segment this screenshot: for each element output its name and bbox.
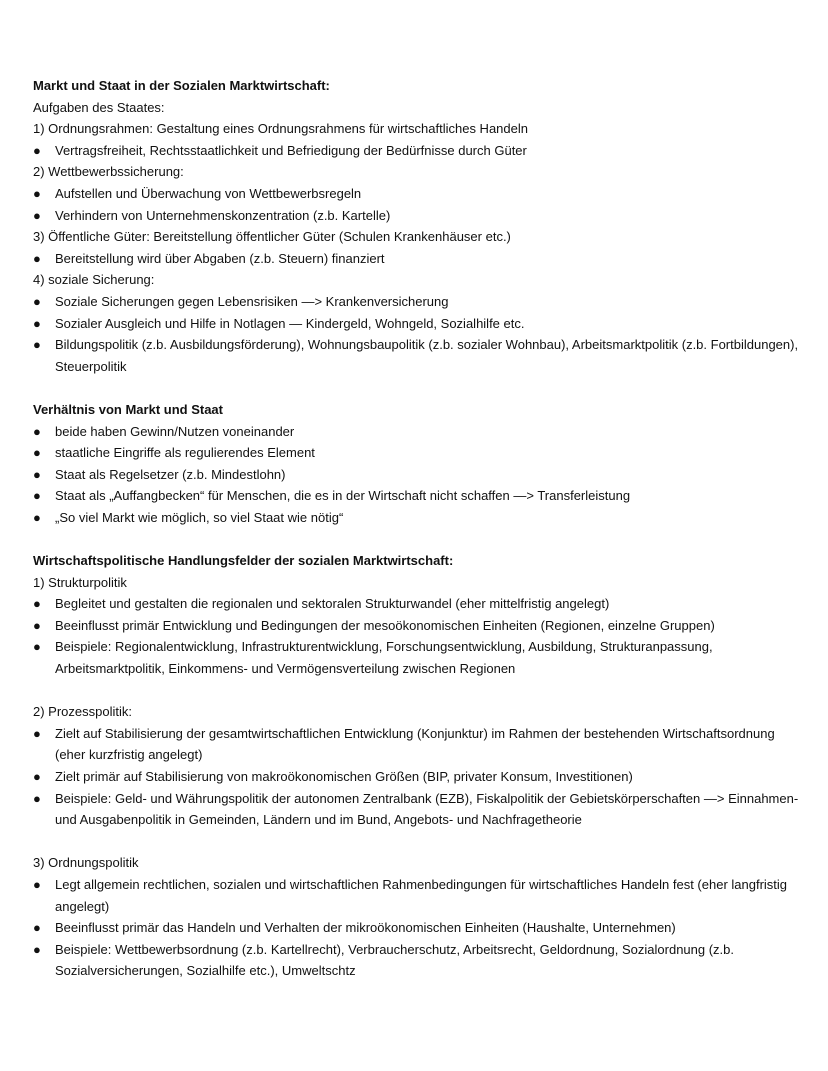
- list-item: ● Vertragsfreiheit, Rechtsstaatlichkeit und Befriedigung der Bedürfnisse durch Güter: [33, 140, 803, 162]
- list-item: ● Beeinflusst primär das Handeln und Verhalten der mikroökonomischen Einheiten (Haushalte, Unternehmen): [33, 917, 803, 939]
- bullet-icon: ●: [33, 466, 41, 482]
- list-item: ● Begleitet und gestalten die regionalen und sektoralen Strukturwandel (eher mittelfristig angelegt): [33, 593, 803, 615]
- list-heading: 1) Ordnungsrahmen: Gestaltung eines Ordnungsrahmens für wirtschaftliches Handeln: [33, 121, 528, 137]
- bullet-icon: ●: [33, 617, 41, 633]
- list-item: ● Bildungspolitik (z.b. Ausbildungsförderung), Wohnungsbaupolitik (z.b. sozialer Wohnbau), Arbeitsmarktpolitik (z.b. Fortbildungen), Steuerpolitik: [33, 334, 803, 377]
- bullet-icon: ●: [33, 769, 41, 784]
- list-heading: 2) Wettbewerbssicherung:: [33, 164, 184, 180]
- list-item: ● Zielt auf Stabilisierung der gesamtwirtschaftlichen Entwicklung (Konjunktur) im Rahmen der bestehenden Wirtschaftsordnung (eher kurzfristig angelegt): [33, 723, 803, 766]
- list-item: ● „So viel Markt wie möglich, so viel Staat wie nötig“: [33, 507, 803, 529]
- list-item: ● staatliche Eingriffe als regulierendes Element: [33, 442, 803, 464]
- spacer: [33, 377, 803, 399]
- list-item: ● Beeinflusst primär Entwicklung und Bedingungen der mesoökonomischen Einheiten (Regionen, einzelne Gruppen): [33, 615, 803, 637]
- list-item: ● Beispiele: Regionalentwicklung, Infrastrukturentwicklung, Forschungsentwicklung, Ausbildung, Strukturanpassung, Arbeitsmarktpolitik, Einkommens- und Vermögensverteilung zwischen Regionen: [33, 636, 803, 679]
- spacer: [33, 831, 803, 853]
- bullet-icon: ●: [33, 185, 41, 201]
- bullet-icon: ●: [33, 423, 41, 439]
- list-item: ● Staat als „Auffangbecken“ für Menschen, die es in der Wirtschaft nicht schaffen —> Transferleistung: [33, 485, 803, 507]
- spacer: [33, 528, 803, 550]
- list-item: ● Staat als Regelsetzer (z.b. Mindestlohn): [33, 464, 803, 486]
- bullet-icon: ●: [33, 315, 41, 331]
- bullet-icon: ●: [33, 293, 41, 309]
- list-heading: 2) Prozesspolitik:: [33, 704, 132, 720]
- bullet-icon: ●: [33, 509, 41, 525]
- bullet-icon: ●: [33, 876, 41, 892]
- bullet-icon: ●: [33, 790, 41, 806]
- section-title: Wirtschaftspolitische Handlungsfelder der sozialen Marktwirtschaft:: [33, 553, 454, 569]
- list-item: ● beide haben Gewinn/Nutzen voneinander: [33, 421, 803, 443]
- list-item: ● Zielt primär auf Stabilisierung von makroökonomischen Größen (BIP, privater Konsum, Investitionen): [33, 766, 803, 788]
- list-heading: 4) soziale Sicherung:: [33, 272, 155, 288]
- bullet-icon: ●: [33, 337, 41, 353]
- list-item: ● Bereitstellung wird über Abgaben (z.b. Steuern) finanziert: [33, 248, 803, 270]
- list-item: ● Sozialer Ausgleich und Hilfe in Notlagen — Kindergeld, Wohngeld, Sozialhilfe etc.: [33, 313, 803, 335]
- bullet-icon: ●: [33, 920, 41, 936]
- document-page: [33, 75, 803, 982]
- bullet-icon: ●: [33, 639, 41, 655]
- list-heading: 3) Ordnungspolitik: [33, 855, 139, 871]
- bullet-icon: ●: [33, 488, 41, 504]
- bullet-icon: ●: [33, 941, 41, 957]
- bullet-icon: ●: [33, 445, 41, 461]
- bullet-icon: ●: [33, 250, 41, 266]
- list-item: ● Beispiele: Wettbewerbsordnung (z.b. Kartellrecht), Verbraucherschutz, Arbeitsrecht, Geldordnung, Sozialordnung (z.b. Sozialversicherungen, Sozialhilfe etc.), Umweltschtz: [33, 939, 803, 982]
- list-item: ● Legt allgemein rechtlichen, sozialen und wirtschaftlichen Rahmenbedingungen für wirtschaftliches Handeln fest (eher langfristig angelegt): [33, 874, 803, 917]
- list-item: ● Soziale Sicherungen gegen Lebensrisiken —> Krankenversicherung: [33, 291, 803, 313]
- list-item: ● Aufstellen und Überwachung von Wettbewerbsregeln: [33, 183, 803, 205]
- section-title: Verhältnis von Markt und Staat: [33, 401, 223, 417]
- section-title: Markt und Staat in der Sozialen Marktwirtschaft:: [33, 78, 330, 93]
- bullet-icon: ●: [33, 142, 41, 158]
- list-item: ● Beispiele: Geld- und Währungspolitik der autonomen Zentralbank (EZB), Fiskalpolitik der Gebietskörperschaften —> Einnahmen- und Ausgabenpolitik in Gemeinden, Ländern und im Bund, Angebots- und Nachfragetheorie: [33, 788, 803, 831]
- section-subtitle: Aufgaben des Staates:: [33, 99, 165, 115]
- bullet-icon: ●: [33, 596, 41, 612]
- spacer: [33, 680, 803, 702]
- bullet-icon: ●: [33, 725, 41, 741]
- list-item: ● Verhindern von Unternehmenskonzentration (z.b. Kartelle): [33, 205, 803, 227]
- list-heading: 3) Öffentliche Güter: Bereitstellung öffentlicher Güter (Schulen Krankenhäuser etc.): [33, 229, 511, 245]
- bullet-icon: ●: [33, 207, 41, 223]
- list-heading: 1) Strukturpolitik: [33, 574, 127, 590]
